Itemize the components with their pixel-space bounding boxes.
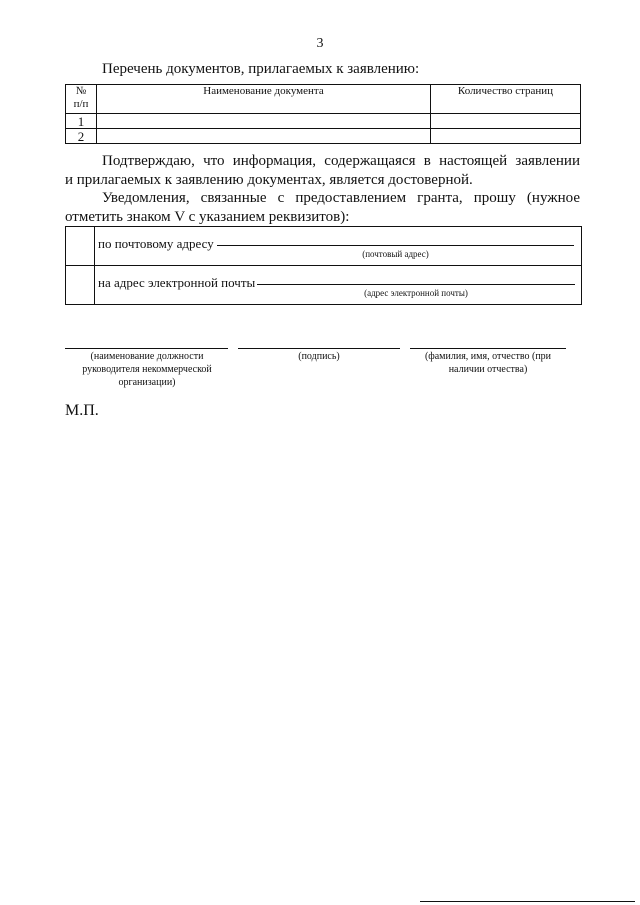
table-row [66, 114, 581, 129]
postal-label: по почтовому адресу [98, 236, 214, 251]
position-caption: (наименование должности руководителя некоммерческой организации) [82, 351, 212, 388]
table-row [66, 129, 581, 144]
email-option-row [66, 266, 582, 305]
row-number: 1 [66, 114, 97, 129]
column-header-number: № п/п [66, 85, 97, 114]
email-checkbox[interactable] [66, 266, 95, 305]
document-name-cell[interactable] [97, 114, 431, 129]
email-caption: (адрес электронной почты) [364, 288, 468, 298]
confirmation-paragraph [65, 152, 580, 190]
row-number: 2 [66, 129, 97, 144]
document-name-cell[interactable] [97, 129, 431, 144]
confirmation-line-1: Подтверждаю, что информация, содержащаяся в настоящей заявлении [102, 153, 580, 169]
bottom-divider [420, 901, 635, 902]
email-address-field[interactable] [257, 284, 575, 285]
documents-table [65, 84, 581, 144]
name-caption: (фамилия, имя, отчество (при наличии отчества) [424, 351, 552, 375]
postal-address-field[interactable] [217, 245, 574, 246]
page-number: 3 [316, 36, 324, 51]
position-signature-line[interactable] [65, 348, 228, 349]
page-count-cell[interactable] [431, 129, 581, 144]
column-header-document-name: Наименование документа [97, 85, 431, 114]
table-header-row [66, 85, 581, 114]
postal-option-row [66, 227, 582, 266]
notifications-line-1: Уведомления, связанные с предоставлением гранта, прошу (нужное [102, 190, 580, 206]
column-header-page-count: Количество страниц [431, 85, 581, 114]
notifications-line-2: отметить знаком V с указанием реквизитов): [65, 209, 350, 225]
notification-options-table [65, 226, 582, 305]
signature-line[interactable] [238, 348, 400, 349]
full-name-signature-line[interactable] [410, 348, 566, 349]
email-label: на адрес электронной почты [98, 275, 256, 290]
confirmation-line-2: и прилагаемых к заявлению документах, является достоверной. [65, 172, 473, 188]
notifications-paragraph [65, 189, 580, 227]
signature-caption: (подпись) [298, 351, 340, 362]
documents-heading: Перечень документов, прилагаемых к заявлению: [102, 61, 420, 77]
postal-caption: (почтовый адрес) [362, 249, 429, 259]
stamp-placeholder: М.П. [65, 402, 99, 419]
postal-checkbox[interactable] [66, 227, 95, 266]
page-count-cell[interactable] [431, 114, 581, 129]
